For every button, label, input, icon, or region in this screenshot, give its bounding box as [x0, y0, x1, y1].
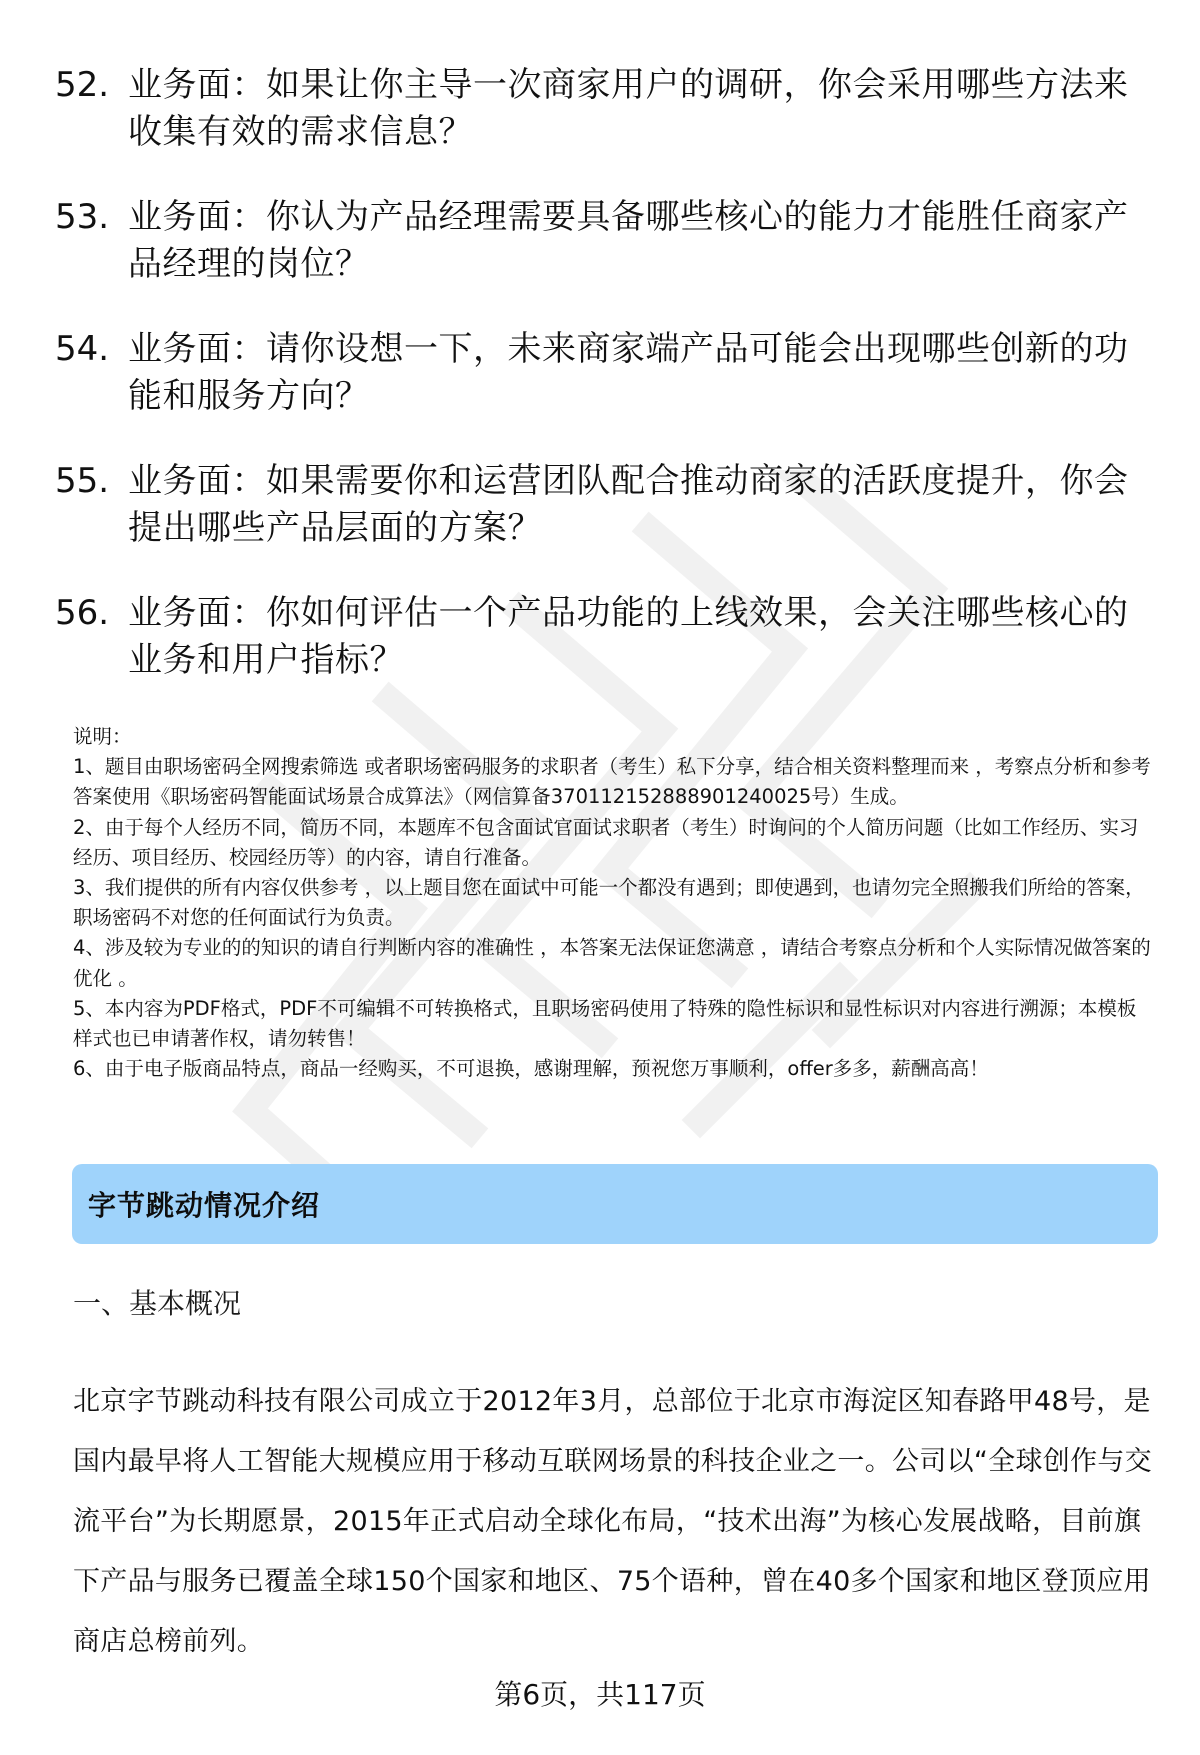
question-item: [55, 590, 1145, 684]
question-text: 业务面：如果让你主导一次商家用户的调研，你会采用哪些方法来收集有效的需求信息？: [128, 65, 1129, 152]
question-list: [55, 62, 1145, 722]
section-title: 字节跳动情况介绍: [88, 1189, 321, 1222]
question-item: [55, 62, 1145, 156]
note-item: 2、由于每个人经历不同，简历不同，本题库不包含面试官面试求职者（考生）时询问的个人简历问题（比如工作经历、实习经历、项目经历、校园经历等）的内容，请自行准备。: [73, 815, 1139, 869]
note-item: 1、题目由职场密码全网搜索筛选 或者职场密码服务的求职者（考生）私下分享，结合相关资料整理而来 ，考察点分析和参考答案使用《职场密码智能面试场景合成算法》（网信算备370112152888901240025号）生成。: [73, 755, 1151, 809]
question-text: 业务面：你如何评估一个产品功能的上线效果，会关注哪些核心的业务和用户指标？: [128, 593, 1129, 680]
note-item: 5、本内容为PDF格式，PDF不可编辑不可转换格式，且职场密码使用了特殊的隐性标识和显性标识对内容进行溯源；本模板样式也已申请著作权，请勿转售！: [73, 996, 1137, 1051]
notes-title: 说明：: [73, 725, 132, 748]
question-text: 业务面：你认为产品经理需要具备哪些核心的能力才能胜任商家产品经理的岗位？: [128, 197, 1129, 284]
question-item: [55, 194, 1145, 288]
question-item: [55, 326, 1145, 420]
question-text: 业务面：如果需要你和运营团队配合推动商家的活跃度提升，你会提出哪些产品层面的方案？: [128, 461, 1129, 548]
body-paragraph: 北京字节跳动科技有限公司成立于2012年3月，总部位于北京市海淀区知春路甲48号，是国内最早将人工智能大规模应用于移动互联网场景的科技企业之一。公司以“全球创作与交流平台”为长期愿景，2015年正式启动全球化布局，“技术出海”为核心发展战略，目前旗下产品与服务已覆盖全球150个国家和地区、75个语种，曾在40多个国家和地区登顶应用商店总榜前列。: [73, 1386, 1152, 1657]
question-number: 52.: [55, 65, 110, 105]
question-number: 53.: [55, 197, 110, 237]
section-banner: [72, 1164, 1158, 1244]
note-item: 6、由于电子版商品特点，商品一经购买，不可退换，感谢理解，预祝您万事顺利，offer多多，薪酬高高！: [73, 1057, 989, 1081]
question-item: [55, 458, 1145, 552]
question-text: 业务面：请你设想一下，未来商家端产品可能会出现哪些创新的功能和服务方向？: [128, 329, 1129, 416]
question-number: 55.: [55, 461, 110, 501]
question-number: 54.: [55, 329, 110, 369]
note-item: 3、我们提供的所有内容仅供参考 ，以上题目您在面试中可能一个都没有遇到；即使遇到，也请勿完全照搬我们所给的答案，职场密码不对您的任何面试行为负责。: [73, 876, 1145, 930]
page-number-footer: 第6页，共117页: [494, 1678, 706, 1711]
notes-block: [73, 722, 1153, 1084]
note-item: 4、涉及较为专业的的知识的请自行判断内容的准确性 ，本答案无法保证您满意 ，请结合考察点分析和个人实际情况做答案的优化 。: [73, 936, 1151, 990]
question-number: 56.: [55, 593, 110, 633]
subsection-heading: 一、基本概况: [73, 1287, 242, 1320]
